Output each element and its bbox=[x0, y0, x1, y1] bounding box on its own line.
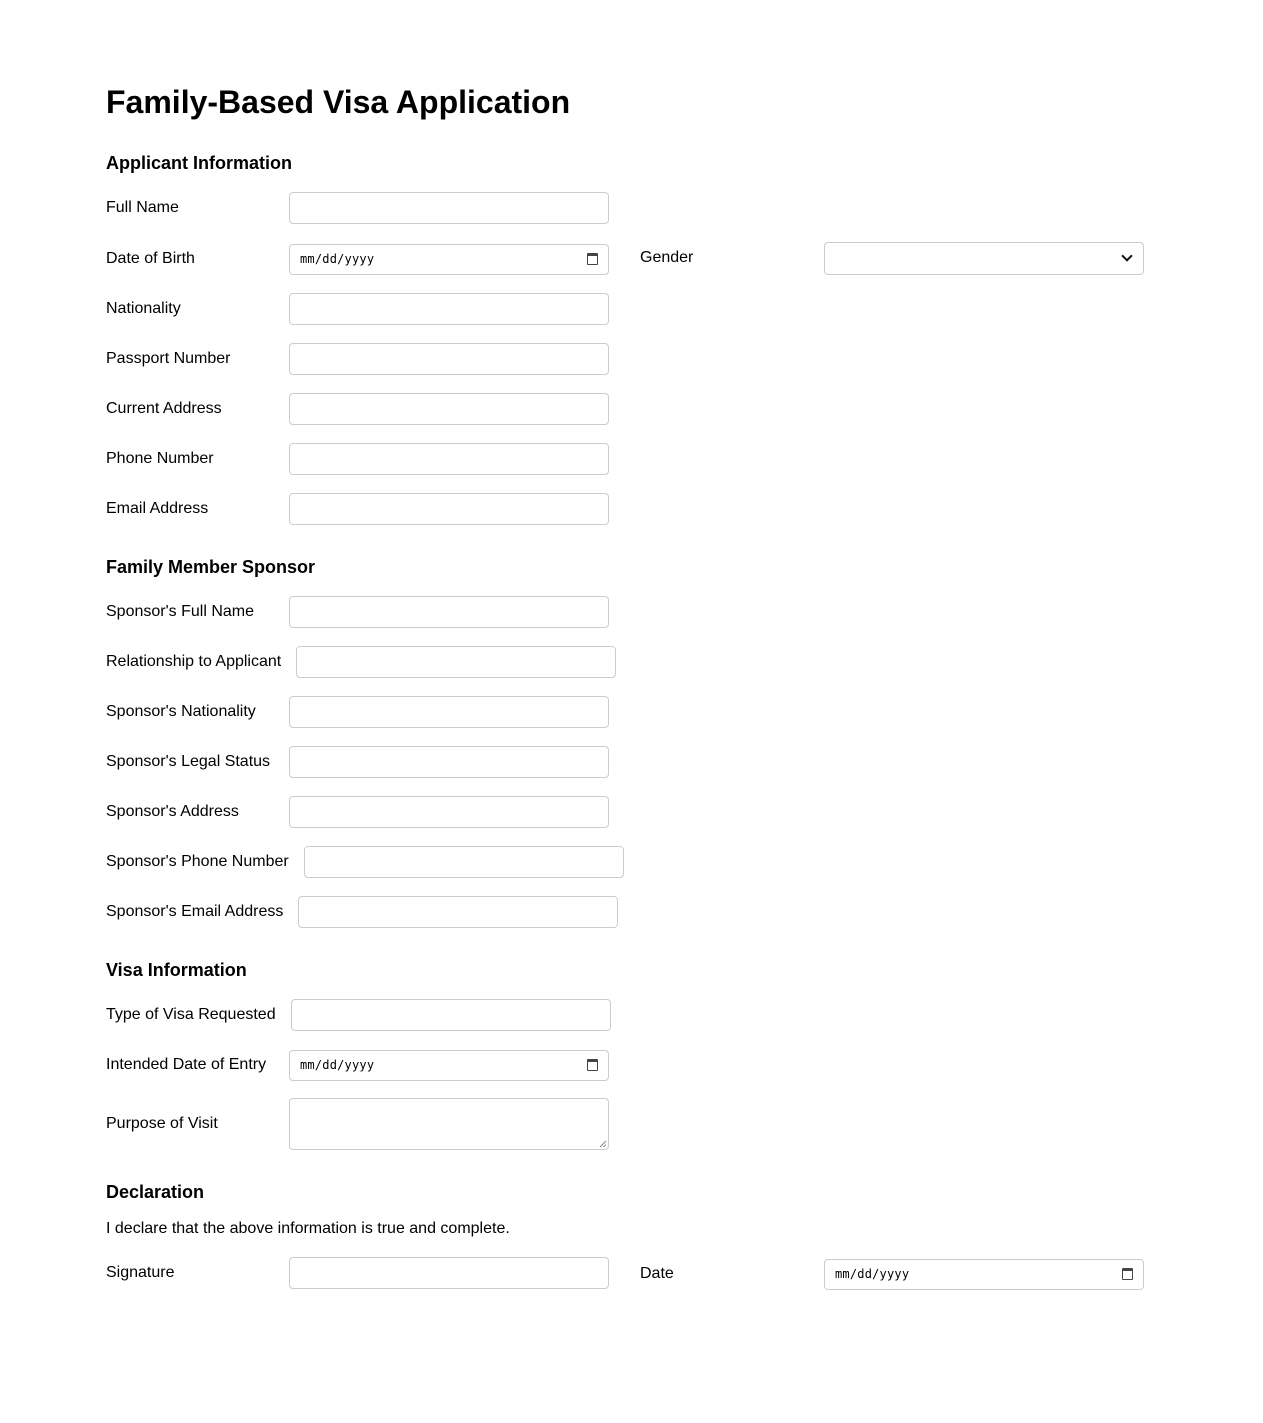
row-sponsor-full-name bbox=[106, 596, 609, 628]
purpose-label: Purpose of Visit bbox=[106, 1115, 218, 1132]
section-heading-applicant: Applicant Information bbox=[106, 153, 292, 173]
row-date-of-birth bbox=[106, 243, 609, 275]
row-sponsor-address bbox=[106, 796, 609, 828]
sponsor-address-input[interactable] bbox=[289, 796, 609, 828]
section-heading-visa: Visa Information bbox=[106, 960, 247, 980]
row-gender bbox=[640, 242, 1144, 274]
row-passport-number bbox=[106, 343, 609, 375]
row-relationship bbox=[106, 646, 616, 678]
phone-number-label: Phone Number bbox=[106, 450, 214, 467]
full-name-label: Full Name bbox=[106, 199, 179, 216]
sponsor-full-name-input[interactable] bbox=[289, 596, 609, 628]
sponsor-email-address-input[interactable] bbox=[298, 896, 618, 928]
row-sponsor-legal-status bbox=[106, 746, 609, 778]
intended-entry-label: Intended Date of Entry bbox=[106, 1056, 267, 1073]
row-sponsor-nationality bbox=[106, 696, 609, 728]
row-purpose bbox=[106, 1098, 609, 1150]
current-address-label: Current Address bbox=[106, 400, 222, 417]
page-title: Family-Based Visa Application bbox=[106, 84, 571, 120]
gender-select[interactable] bbox=[824, 242, 1144, 275]
phone-number-input[interactable] bbox=[289, 443, 609, 475]
declaration-date-input[interactable] bbox=[824, 1259, 1144, 1290]
row-signature bbox=[106, 1257, 609, 1289]
email-address-input[interactable] bbox=[289, 493, 609, 525]
resize-handle-icon[interactable] bbox=[600, 1141, 606, 1147]
signature-label: Signature bbox=[106, 1264, 175, 1281]
nationality-input[interactable] bbox=[289, 293, 609, 325]
date-of-birth-input[interactable] bbox=[289, 244, 609, 275]
declaration-date-label: Date bbox=[640, 1265, 674, 1282]
calendar-icon[interactable] bbox=[587, 1059, 598, 1071]
calendar-icon[interactable] bbox=[1122, 1268, 1133, 1280]
row-full-name bbox=[106, 192, 609, 224]
sponsor-phone-number-label: Sponsor's Phone Number bbox=[106, 853, 289, 870]
sponsor-email-address-label: Sponsor's Email Address bbox=[106, 903, 284, 920]
sponsor-legal-status-input[interactable] bbox=[289, 746, 609, 778]
row-declaration-date bbox=[640, 1258, 1144, 1290]
gender-label: Gender bbox=[640, 249, 694, 266]
row-visa-type bbox=[106, 999, 611, 1031]
row-sponsor-phone-number bbox=[106, 846, 624, 878]
sponsor-full-name-label: Sponsor's Full Name bbox=[106, 603, 254, 620]
row-intended-entry bbox=[106, 1049, 609, 1081]
section-heading-declaration: Declaration bbox=[106, 1182, 205, 1202]
row-nationality bbox=[106, 293, 609, 325]
passport-number-input[interactable] bbox=[289, 343, 609, 375]
relationship-input[interactable] bbox=[296, 646, 616, 678]
row-phone-number bbox=[106, 443, 609, 475]
section-heading-sponsor: Family Member Sponsor bbox=[106, 557, 316, 577]
signature-input[interactable] bbox=[289, 1257, 609, 1289]
chevron-down-icon bbox=[1121, 250, 1132, 261]
purpose-textarea[interactable] bbox=[289, 1098, 609, 1150]
date-of-birth-label: Date of Birth bbox=[106, 250, 195, 267]
row-sponsor-email-address bbox=[106, 896, 618, 928]
declaration-date-placeholder: mm/dd/yyyy bbox=[835, 1267, 910, 1281]
sponsor-nationality-label: Sponsor's Nationality bbox=[106, 703, 256, 720]
full-name-input[interactable] bbox=[289, 192, 609, 224]
visa-type-input[interactable] bbox=[291, 999, 611, 1031]
sponsor-phone-number-input[interactable] bbox=[304, 846, 624, 878]
date-of-birth-placeholder: mm/dd/yyyy bbox=[300, 252, 375, 266]
calendar-icon[interactable] bbox=[587, 253, 598, 265]
sponsor-nationality-input[interactable] bbox=[289, 696, 609, 728]
passport-number-label: Passport Number bbox=[106, 350, 231, 367]
row-email-address bbox=[106, 493, 609, 525]
nationality-label: Nationality bbox=[106, 300, 181, 317]
intended-entry-input[interactable] bbox=[289, 1050, 609, 1081]
current-address-input[interactable] bbox=[289, 393, 609, 425]
intended-entry-placeholder: mm/dd/yyyy bbox=[300, 1058, 375, 1072]
email-address-label: Email Address bbox=[106, 500, 209, 517]
relationship-label: Relationship to Applicant bbox=[106, 653, 282, 670]
sponsor-legal-status-label: Sponsor's Legal Status bbox=[106, 753, 271, 770]
sponsor-address-label: Sponsor's Address bbox=[106, 803, 239, 820]
row-current-address bbox=[106, 393, 609, 425]
declaration-statement: I declare that the above information is true and complete. bbox=[106, 1220, 510, 1237]
visa-type-label: Type of Visa Requested bbox=[106, 1006, 276, 1023]
